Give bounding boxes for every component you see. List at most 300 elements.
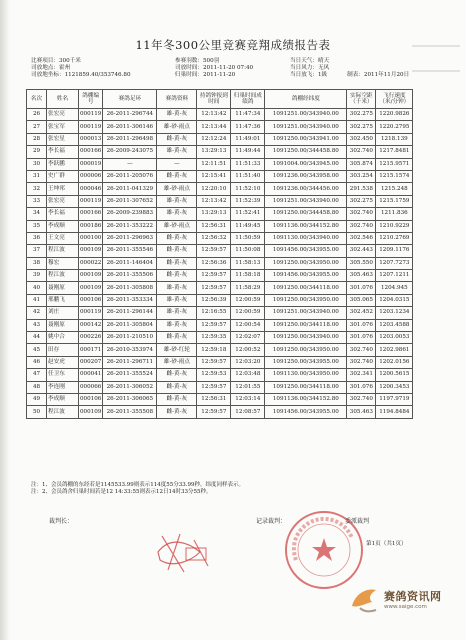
cell-distance: 302.275 — [347, 195, 376, 207]
cell-name: 姚中合 — [47, 332, 79, 344]
col-header-speed: 飞行速度（米/分钟） — [376, 90, 413, 109]
table-row — [27, 183, 413, 195]
table-row — [27, 232, 413, 244]
cell-loft-id: 000166 — [79, 208, 103, 220]
cell-coordinates: 1091250.00/344458.80 — [265, 146, 347, 158]
table-row — [27, 158, 413, 170]
cell-coordinates: 1091004.00/343945.00 — [265, 158, 347, 170]
cell-ring: 26-2011-355524 — [103, 369, 157, 381]
cell-loft-id: 000106 — [79, 393, 103, 405]
cell-coordinates: 1091250.00/343950.00 — [265, 257, 347, 269]
cell-name: 聂刚原 — [47, 282, 79, 294]
cell-bird-info: 雄-黄-灰 — [157, 195, 197, 207]
cell-loft-id: 000106 — [79, 294, 103, 306]
cell-coordinates: 1091250.00/344118.00 — [265, 381, 347, 393]
cell-rank: 39 — [27, 270, 47, 282]
cell-speed: 1200.3453 — [376, 381, 413, 393]
cell-clock-time: 12:59:57 — [197, 356, 231, 368]
cell-bird-info: 雄-黄-灰 — [157, 294, 197, 306]
cell-name: 李长福 — [47, 146, 79, 158]
cell-ring: 26-2011-305804 — [103, 319, 157, 331]
watermark-brand: 赛鸽资讯网 — [384, 590, 442, 603]
cell-speed: 1215.9571 — [376, 158, 413, 170]
cell-coordinates: 1091456.00/343955.00 — [265, 245, 347, 257]
cell-loft-id: 000119 — [79, 121, 103, 133]
meta-left — [31, 58, 131, 79]
table-row — [27, 294, 413, 306]
cell-name: 张宏亮 — [47, 195, 79, 207]
cell-coordinates: 1091250.00/344458.80 — [265, 208, 347, 220]
cell-ring: 26-2011-306146 — [103, 121, 157, 133]
scan-edge-shadow — [0, 0, 10, 640]
cell-ring: 26-2011-296144 — [103, 307, 157, 319]
cell-distance: 305.550 — [347, 257, 376, 269]
cell-clock-time: 12:59:18 — [197, 344, 231, 356]
meta-item: 当日放飞：1級 — [290, 72, 328, 78]
cell-arrival-time: 12:02:07 — [231, 332, 265, 344]
cell-speed: 1210.9229 — [376, 220, 413, 232]
cell-ring: 26-2011-353222 — [103, 220, 157, 232]
cell-name: 张宏亮 — [47, 109, 79, 121]
table-header-row — [27, 90, 413, 109]
cell-ring: 26-2011-355508 — [103, 406, 157, 418]
cell-name: 任卫东 — [47, 369, 79, 381]
cell-coordinates: 1091236.00/343958.00 — [265, 170, 347, 182]
cell-name: 刘庄 — [47, 307, 79, 319]
cell-ring: 26-2011-296963 — [103, 232, 157, 244]
cell-speed: 1207.1211 — [376, 270, 413, 282]
cell-coordinates: 1091130.00/343940.00 — [265, 232, 347, 244]
cell-loft-id: 000013 — [79, 133, 103, 145]
cell-speed: 1217.8481 — [376, 146, 413, 158]
cell-rank: 45 — [27, 344, 47, 356]
cell-loft-id: 000207 — [79, 356, 103, 368]
cell-distance: 305.065 — [347, 294, 376, 306]
cell-clock-time: 12:59:57 — [197, 319, 231, 331]
meta-item — [290, 72, 409, 79]
cell-arrival-time: 12:00:59 — [231, 307, 265, 319]
cell-name: 聂刚原 — [47, 319, 79, 331]
cell-rank: 35 — [27, 220, 47, 232]
cell-speed: 1200.5615 — [376, 369, 413, 381]
table-row — [27, 369, 413, 381]
cell-bird-info: 雌-黄-灰 — [157, 406, 197, 418]
cell-rank: 43 — [27, 319, 47, 331]
meta-item: 司放地坐标：1121859.40/353746.80 — [31, 72, 131, 78]
cell-loft-id: 000006 — [79, 170, 103, 182]
cell-speed: 1220.2795 — [376, 121, 413, 133]
cell-rank: 37 — [27, 245, 47, 257]
cell-coordinates: 1091456.00/343955.00 — [265, 270, 347, 282]
cell-loft-id: 000019 — [79, 158, 103, 170]
cell-loft-id: 000109 — [79, 270, 103, 282]
meta-item: 制表：2011年11月20日 — [347, 72, 410, 78]
cell-loft-id: 000100 — [79, 232, 103, 244]
meta-item: 司放地点：霍州 — [31, 65, 71, 71]
cell-name: 李成顺 — [47, 393, 79, 405]
cell-clock-time: 13:29:13 — [197, 146, 231, 158]
cell-clock-time: 12:56:39 — [197, 294, 231, 306]
recorder-signature-label: 记录裁判： — [256, 518, 287, 525]
cell-arrival-time: 11:49:01 — [231, 133, 265, 145]
cell-ring: 26-2009-243075 — [103, 146, 157, 158]
table-row — [27, 245, 413, 257]
cell-speed: 1204.945 — [376, 282, 413, 294]
cell-speed: 1220.9826 — [376, 109, 413, 121]
cell-speed: 1207.7273 — [376, 257, 413, 269]
cell-bird-info: 雄-砂-雨点 — [157, 183, 197, 195]
cell-bird-info: 雄-砂-红轮 — [157, 344, 197, 356]
cell-arrival-time: 12:00:54 — [231, 319, 265, 331]
col-header-clock-time: 持鸽钟报到时间 — [197, 90, 231, 109]
cell-arrival-time: 11:52:10 — [231, 183, 265, 195]
cell-coordinates: 1091251.00/343940.00 — [265, 109, 347, 121]
cell-clock-time: 12:56:32 — [197, 232, 231, 244]
cell-name: 张宝军 — [47, 121, 79, 133]
cell-rank: 42 — [27, 307, 47, 319]
cell-coordinates: 1091250.00/343950.00 — [265, 294, 347, 306]
cell-speed: 1204.0315 — [376, 294, 413, 306]
cell-arrival-time: 12:03:14 — [231, 393, 265, 405]
cell-speed: 1203.4588 — [376, 319, 413, 331]
cell-clock-time: 12:13:44 — [197, 121, 231, 133]
cell-name: 李跃鹏 — [47, 158, 79, 170]
meta-item: 参赛羽数：500羽 — [175, 58, 220, 64]
table-row — [27, 109, 413, 121]
cell-speed: 1210.2769 — [376, 232, 413, 244]
meta-item: 当日天气：晴天 — [290, 58, 330, 64]
signature-stamp — [150, 522, 220, 580]
cell-arrival-time: 11:47:36 — [231, 121, 265, 133]
meta-mid — [175, 58, 253, 79]
cell-coordinates: 1091251.00/343940.00 — [265, 195, 347, 207]
cell-coordinates: 1091136.00/344152.80 — [265, 393, 347, 405]
cell-loft-id: 000109 — [79, 282, 103, 294]
cell-arrival-time: 12:00:59 — [231, 294, 265, 306]
cell-arrival-time: 12:03:20 — [231, 356, 265, 368]
cell-speed: 1203.1234 — [376, 307, 413, 319]
meta-item: 比赛项目：300千米 — [31, 58, 81, 64]
cell-bird-info: 雌-黄-灰 — [157, 270, 197, 282]
cell-bird-info: 雄-砂-雨点 — [157, 356, 197, 368]
cell-name: 王坤邦 — [47, 183, 79, 195]
results-table — [26, 89, 413, 419]
table-row — [27, 170, 413, 182]
col-header-loft-id: 鸽棚编号 — [79, 90, 103, 109]
cell-speed: 1215.1759 — [376, 195, 413, 207]
col-header-arrival-time: 归巢时间成绩鸽 — [231, 90, 265, 109]
col-header-name: 姓名 — [47, 90, 79, 109]
cell-rank: 38 — [27, 257, 47, 269]
cell-bird-info: 雄-黄-灰 — [157, 307, 197, 319]
table-row — [27, 344, 413, 356]
cell-arrival-time: 12:03:48 — [231, 369, 265, 381]
cell-arrival-time: 11:52:39 — [231, 195, 265, 207]
cell-name: 张宏星 — [47, 133, 79, 145]
cell-name: 邢鹏飞 — [47, 294, 79, 306]
cell-speed: 1197.9719 — [376, 393, 413, 405]
cell-clock-time: 12:13:42 — [197, 109, 231, 121]
cell-name: 赵安虎 — [47, 356, 79, 368]
col-header-ring: 赛鸽足环 — [103, 90, 157, 109]
cell-clock-time: 12:59:35 — [197, 332, 231, 344]
cell-clock-time: 13:29:13 — [197, 208, 231, 220]
cell-distance: 302.275 — [347, 109, 376, 121]
meta-right — [290, 58, 409, 79]
cell-bird-info: — — [157, 158, 197, 170]
cell-ring: 26-2010-353974 — [103, 344, 157, 356]
cell-speed: 1202.0156 — [376, 356, 413, 368]
cell-rank: 26 — [27, 109, 47, 121]
col-header-bird-info: 赛鸽资料 — [157, 90, 197, 109]
cell-clock-time: 12:56:36 — [197, 257, 231, 269]
cell-rank: 30 — [27, 158, 47, 170]
cell-speed: 1202.9861 — [376, 344, 413, 356]
cell-coordinates: 1091130.00/343950.00 — [265, 369, 347, 381]
cell-bird-info: 雌-黄-灰 — [157, 381, 197, 393]
cell-distance: 305.463 — [347, 270, 376, 282]
cell-clock-time: 12:11:51 — [197, 158, 231, 170]
cell-rank: 40 — [27, 282, 47, 294]
cell-clock-time: 12:13:42 — [197, 195, 231, 207]
cell-ring: 26-2011-307652 — [103, 195, 157, 207]
footnote: 注：1、会员鸽棚的东经若是1145533.99则表示114度55分33.99秒。纬度同样表示。 — [31, 482, 244, 488]
cell-name: 程江波 — [47, 406, 79, 418]
table-body — [27, 109, 413, 419]
cell-ring: — — [103, 158, 157, 170]
meta-item: 司放时间：2011-11-20 07:40 — [175, 65, 254, 71]
cell-rank: 27 — [27, 121, 47, 133]
cell-rank: 36 — [27, 232, 47, 244]
cell-clock-time: 12:59:57 — [197, 245, 231, 257]
cell-distance: 302.275 — [347, 121, 376, 133]
cell-rank: 46 — [27, 356, 47, 368]
cell-bird-info: 雄-砂-雨点 — [157, 121, 197, 133]
cell-coordinates: 1091251.00/343940.00 — [265, 307, 347, 319]
table-row — [27, 208, 413, 220]
cell-bird-info: 雄-黄-灰 — [157, 109, 197, 121]
cell-name: 程江波 — [47, 270, 79, 282]
table-row — [27, 257, 413, 269]
cell-ring: 26-2011-296498 — [103, 133, 157, 145]
cell-bird-info: 雄-黄-灰 — [157, 282, 197, 294]
cell-arrival-time: 11:58:13 — [231, 257, 265, 269]
col-header-coordinates: 鸽棚经纬度 — [265, 90, 347, 109]
cell-distance: 302.443 — [347, 245, 376, 257]
cell-speed: 1215.248 — [376, 183, 413, 195]
cell-speed: 1203.0053 — [376, 332, 413, 344]
cell-speed: 1209.1176 — [376, 245, 413, 257]
cell-ring: 26-2011-355506 — [103, 270, 157, 282]
cell-loft-id: 000119 — [79, 307, 103, 319]
table-row — [27, 307, 413, 319]
cell-clock-time: 12:59:57 — [197, 282, 231, 294]
cell-distance: 302.740 — [347, 208, 376, 220]
cell-clock-time: 12:15:41 — [197, 170, 231, 182]
cell-bird-info: 雄-黄-灰 — [157, 146, 197, 158]
cell-ring: 26-2011-306065 — [103, 393, 157, 405]
cell-ring: 26-2011-355546 — [103, 245, 157, 257]
table-row — [27, 146, 413, 158]
table-row — [27, 220, 413, 232]
col-header-distance: 实际空距（千米） — [347, 90, 376, 109]
cell-distance: 302.740 — [347, 356, 376, 368]
cell-speed: 1215.1574 — [376, 170, 413, 182]
cell-rank: 32 — [27, 183, 47, 195]
cell-distance: 302.740 — [347, 220, 376, 232]
footnote: 注：2、会员鸽舍归巢时间若是12 14:33:55则表示12日14时33分55秒。 — [31, 489, 212, 495]
cell-rank: 50 — [27, 406, 47, 418]
bleed-through-mark — [412, 70, 460, 72]
cell-bird-info: 雄-黄-灰 — [157, 208, 197, 220]
footnotes — [31, 482, 244, 496]
cell-distance: 301.076 — [347, 332, 376, 344]
meta-item: 归巢时间：2011-11-20 — [175, 72, 236, 78]
table-row — [27, 393, 413, 405]
cell-arrival-time: 11:50:59 — [231, 232, 265, 244]
cell-bird-info: 雌-黄-灰 — [157, 332, 197, 344]
cell-speed: 1194.8484 — [376, 406, 413, 418]
cell-distance: 305.463 — [347, 406, 376, 418]
cell-ring: 26-2011-296744 — [103, 109, 157, 121]
cell-clock-time: 12:59:53 — [197, 369, 231, 381]
table-row — [27, 319, 413, 331]
cell-bird-info: 雌-黄-灰 — [157, 369, 197, 381]
cell-distance: 302.450 — [347, 133, 376, 145]
report-title: 11年冬300公里竞赛竞翔成绩报告表 — [135, 38, 331, 52]
cell-arrival-time: 11:51:40 — [231, 170, 265, 182]
cell-coordinates: 1091236.00/344456.00 — [265, 183, 347, 195]
cell-clock-time: 12:59:57 — [197, 381, 231, 393]
cell-arrival-time: 11:50:08 — [231, 245, 265, 257]
cell-bird-info: 雌-黄-灰 — [157, 393, 197, 405]
cell-loft-id: 000046 — [79, 183, 103, 195]
cell-bird-info: 雌-黄-灰 — [157, 133, 197, 145]
cell-loft-id: 000142 — [79, 319, 103, 331]
cell-name: 史广群 — [47, 170, 79, 182]
cell-loft-id: 000226 — [79, 332, 103, 344]
cell-rank: 47 — [27, 369, 47, 381]
cell-ring: 26-2011-353334 — [103, 294, 157, 306]
cell-arrival-time: 11:49:45 — [231, 220, 265, 232]
cell-name: 李长福 — [47, 208, 79, 220]
table-row — [27, 121, 413, 133]
cell-bird-info: 雌-黄-灰 — [157, 232, 197, 244]
meta-item: 当日风力：无风 — [290, 65, 330, 71]
cell-rank: 33 — [27, 195, 47, 207]
cell-name: 李连刚 — [47, 381, 79, 393]
cell-loft-id: 000171 — [79, 344, 103, 356]
table-row — [27, 282, 413, 294]
cell-arrival-time: 11:51:33 — [231, 158, 265, 170]
cell-distance: 302.452 — [347, 307, 376, 319]
cell-rank: 48 — [27, 381, 47, 393]
cell-arrival-time: 11:52:41 — [231, 208, 265, 220]
cell-coordinates: 1091136.00/344152.80 — [265, 220, 347, 232]
cell-arrival-time: 11:47:34 — [231, 109, 265, 121]
watermark-url: www.saige.com — [384, 604, 427, 610]
cell-name: 李成顺 — [47, 220, 79, 232]
cell-arrival-time: 11:58:29 — [231, 282, 265, 294]
cell-ring: 26-2011-305808 — [103, 282, 157, 294]
cell-name: 穆宏 — [47, 257, 79, 269]
cell-ring: 26-2009-239883 — [103, 208, 157, 220]
cell-ring: 26-2011-146404 — [103, 257, 157, 269]
table-row — [27, 133, 413, 145]
cell-ring: 26-2011-205076 — [103, 170, 157, 182]
cell-distance: 302.740 — [347, 344, 376, 356]
cell-coordinates: 1091250.00/344118.00 — [265, 319, 347, 331]
cell-rank: 34 — [27, 208, 47, 220]
table-row — [27, 195, 413, 207]
cell-speed: 1218.139 — [376, 133, 413, 145]
committee-signature-label: 委派裁判 — [345, 518, 370, 525]
cell-distance: 302.341 — [347, 369, 376, 381]
cell-loft-id: 000166 — [79, 146, 103, 158]
cell-bird-info: 雌-黄-灰 — [157, 257, 197, 269]
cell-ring: 26-2011-306052 — [103, 381, 157, 393]
cell-loft-id: 000022 — [79, 257, 103, 269]
cell-loft-id: 000109 — [79, 406, 103, 418]
pigeon-icon — [346, 582, 382, 618]
cell-rank: 29 — [27, 146, 47, 158]
cell-bird-info: 雌-黄-灰 — [157, 245, 197, 257]
cell-coordinates: 1091250.00/344118.00 — [265, 282, 347, 294]
cell-loft-id: 000109 — [79, 245, 103, 257]
cell-distance: 291.538 — [347, 183, 376, 195]
cell-bird-info: 雄-砂-雨点 — [157, 220, 197, 232]
cell-coordinates: 1091456.00/343955.00 — [265, 406, 347, 418]
cell-distance: 301.076 — [347, 381, 376, 393]
cell-rank: 44 — [27, 332, 47, 344]
referee-signature-label: 裁判长： — [49, 518, 74, 525]
cell-name: 田存 — [47, 344, 79, 356]
cell-bird-info: 雌-黄-灰 — [157, 170, 197, 182]
cell-clock-time: 12:59:57 — [197, 270, 231, 282]
cell-clock-time: 12:56:31 — [197, 393, 231, 405]
cell-clock-time: 12:59:57 — [197, 406, 231, 418]
cell-rank: 31 — [27, 170, 47, 182]
cell-distance: 301.076 — [347, 319, 376, 331]
cell-name: 程江波 — [47, 245, 79, 257]
cell-rank: 49 — [27, 393, 47, 405]
cell-rank: 41 — [27, 294, 47, 306]
table-row — [27, 406, 413, 418]
cell-clock-time: 12:56:31 — [197, 220, 231, 232]
cell-arrival-time: 12:01:55 — [231, 381, 265, 393]
cell-clock-time: 12:20:10 — [197, 183, 231, 195]
cell-loft-id: 000041 — [79, 369, 103, 381]
cell-clock-time: 12:12:24 — [197, 133, 231, 145]
cell-arrival-time: 11:49:44 — [231, 146, 265, 158]
cell-ring: 26-2011-210510 — [103, 332, 157, 344]
cell-arrival-time: 11:58:18 — [231, 270, 265, 282]
table-row — [27, 381, 413, 393]
cell-clock-time: 12:16:55 — [197, 307, 231, 319]
cell-bird-info: 雄-黄-灰 — [157, 319, 197, 331]
cell-distance: 305.874 — [347, 158, 376, 170]
cell-ring: 26-2011-041329 — [103, 183, 157, 195]
cell-distance: 302.546 — [347, 232, 376, 244]
cell-distance: 302.740 — [347, 393, 376, 405]
cell-speed: 1211.836 — [376, 208, 413, 220]
cell-coordinates: 1091250.00/343955.00 — [265, 356, 347, 368]
table-row — [27, 332, 413, 344]
cell-distance: 303.254 — [347, 170, 376, 182]
cell-coordinates: 1091250.00/343950.00 — [265, 344, 347, 356]
cell-coordinates: 1091250.00/343940.00 — [265, 332, 347, 344]
table-row — [27, 356, 413, 368]
